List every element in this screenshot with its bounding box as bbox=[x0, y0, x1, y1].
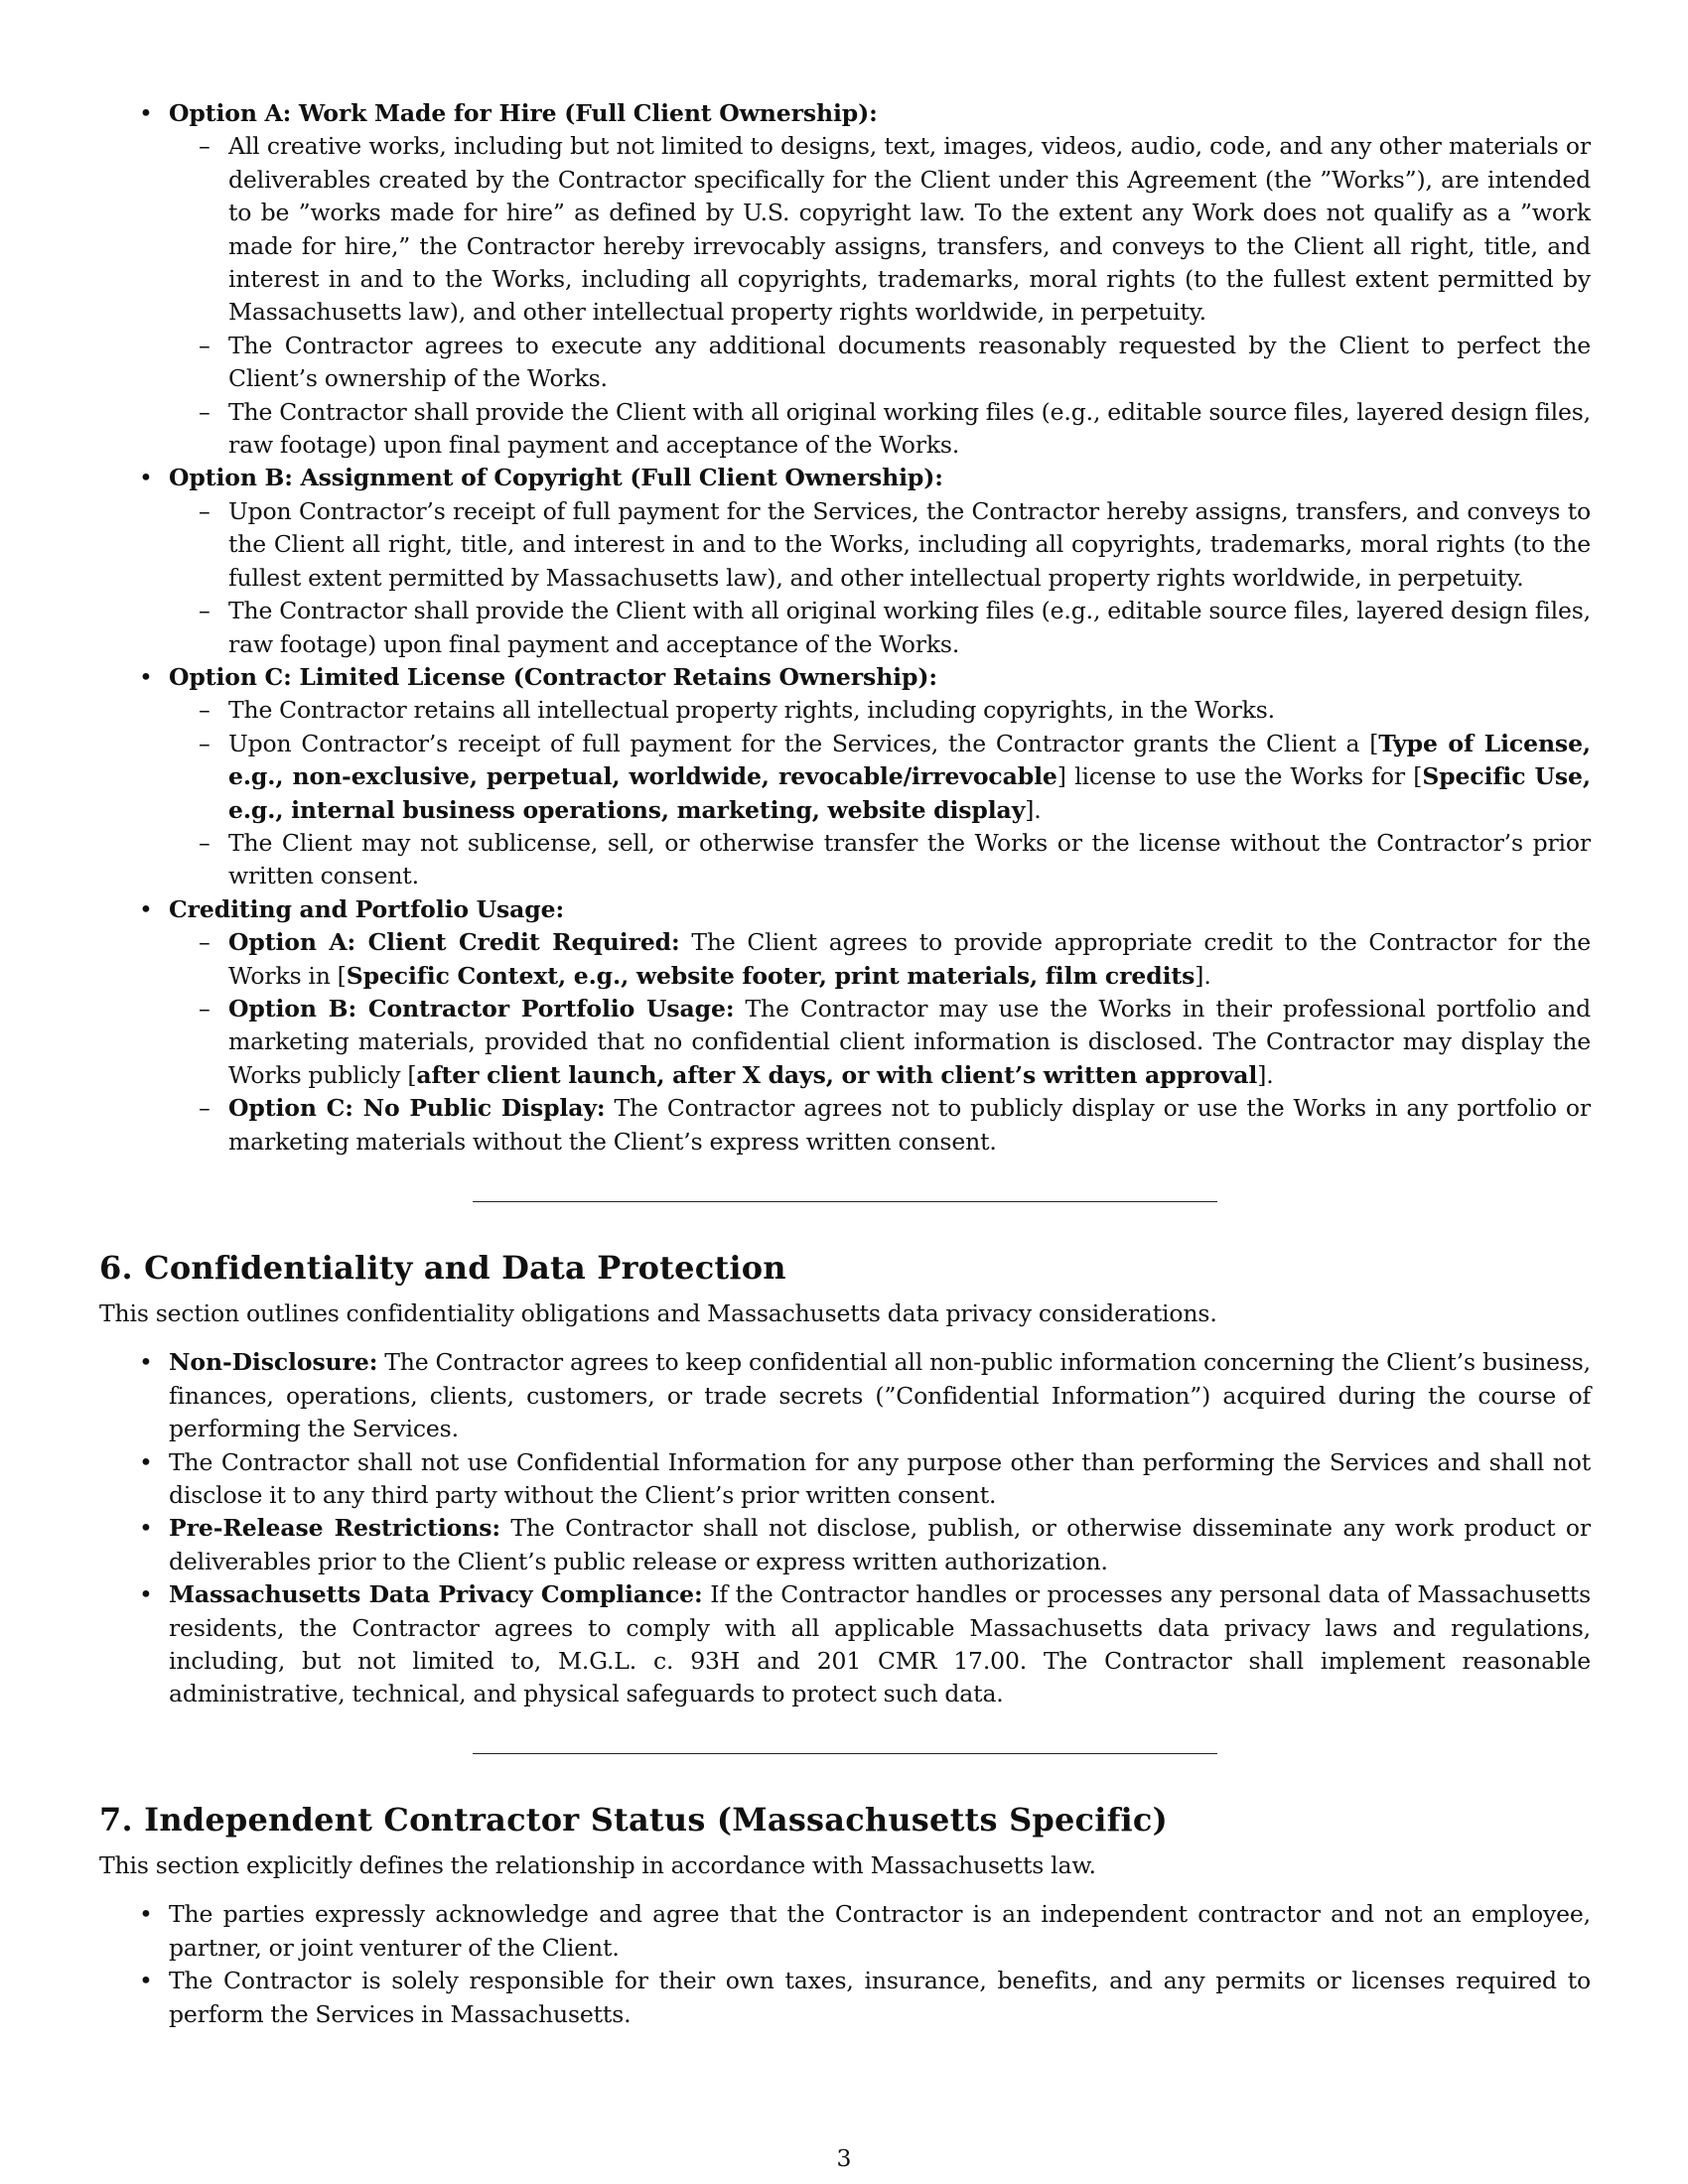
list-item bbox=[99, 893, 1591, 1159]
credit-option-a-end: ]. bbox=[1195, 961, 1211, 990]
license-text: Upon Contractor’s receipt of full payment for the Services, the Contractor grants the Client a [ bbox=[228, 729, 1379, 757]
ip-options-list bbox=[99, 97, 1591, 1159]
section-6-list bbox=[99, 1346, 1591, 1710]
crediting-title: Crediting and Portfolio Usage: bbox=[169, 894, 565, 923]
non-disclosure-text: The Contractor agrees to keep confidential all non-public information concerning the Client’s business, finances, operations, clients, customers, or trade secrets (”Confidential Information”) acquired during the course of performing the Services. bbox=[169, 1348, 1591, 1443]
list-item bbox=[169, 728, 1591, 827]
bullet: • bbox=[139, 1447, 153, 1476]
license-text-mid: ] license to use the Works for [ bbox=[1056, 762, 1423, 791]
list-item bbox=[99, 1898, 1591, 1965]
list-item bbox=[169, 130, 1591, 329]
section-7-intro: This section explicitly defines the relationship in accordance with Massachusetts law. bbox=[99, 1850, 1096, 1879]
document-page bbox=[99, 97, 1591, 2031]
list-item bbox=[169, 993, 1591, 1092]
credit-option-a-label: Option A: Client Credit Required: bbox=[228, 928, 680, 957]
dash-marker: – bbox=[199, 729, 211, 757]
paragraph: The Contractor agrees to execute any additional documents reasonably requested by the Client to perfect the Client’s ownership of the Works. bbox=[228, 331, 1591, 393]
credit-option-c-label: Option C: No Public Display: bbox=[228, 1094, 606, 1123]
license-type-placeholder: Type of License, e.g., non-exclusive, perpetual, worldwide, revocable/irrevocable bbox=[228, 729, 1592, 791]
sub-list bbox=[169, 495, 1591, 661]
license-text-end: ]. bbox=[1025, 795, 1042, 824]
dash-marker: – bbox=[199, 132, 211, 161]
list-item bbox=[99, 661, 1591, 893]
dash-marker: – bbox=[199, 597, 211, 625]
credit-option-b-label: Option B: Contractor Portfolio Usage: bbox=[228, 994, 735, 1023]
list-item bbox=[99, 462, 1591, 660]
list-item bbox=[169, 595, 1591, 661]
section-divider bbox=[473, 1753, 1217, 1754]
pre-release-text: The Contractor shall not disclose, publish, or otherwise disseminate any work product or deliverables prior to the Client’s public release or express written authorization. bbox=[169, 1514, 1591, 1575]
credit-option-b-text: The Contractor may use the Works in their professional portfolio and marketing materials, provided that no confidential client information is disclosed. The Contractor may display the Works publicly [ bbox=[228, 994, 1592, 1089]
paragraph: The Client may not sublicense, sell, or otherwise transfer the Works or the license without the Contractor’s prior written consent. bbox=[228, 828, 1591, 890]
bullet: • bbox=[139, 1348, 153, 1377]
list-item bbox=[169, 330, 1591, 396]
section-divider bbox=[473, 1201, 1217, 1202]
credit-option-b-end: ]. bbox=[1257, 1060, 1274, 1089]
bullet: • bbox=[139, 99, 153, 127]
dash-marker: – bbox=[199, 928, 211, 957]
dash-marker: – bbox=[199, 1094, 211, 1123]
list-item bbox=[99, 97, 1591, 462]
non-disclosure-label: Non-Disclosure: bbox=[169, 1348, 378, 1377]
section-6-heading: 6. Confidentiality and Data Protection bbox=[99, 1249, 786, 1287]
sub-list bbox=[169, 694, 1591, 892]
display-timing-placeholder: after client launch, after X days, or with client’s written approval bbox=[416, 1060, 1258, 1089]
pre-release-label: Pre-Release Restrictions: bbox=[169, 1514, 500, 1543]
list-item bbox=[99, 1578, 1591, 1711]
list-item bbox=[99, 1446, 1591, 1513]
bullet: • bbox=[139, 662, 153, 691]
section-7-heading: 7. Independent Contractor Status (Massachusetts Specific) bbox=[99, 1800, 1168, 1839]
data-privacy-label: Massachusetts Data Privacy Compliance: bbox=[169, 1580, 703, 1609]
option-c-title: Option C: Limited License (Contractor Retains Ownership): bbox=[169, 662, 937, 691]
bullet: • bbox=[139, 894, 153, 923]
bullet: • bbox=[139, 1900, 153, 1929]
list-item bbox=[169, 396, 1591, 463]
dash-marker: – bbox=[199, 994, 211, 1023]
section-7-list bbox=[99, 1898, 1591, 2031]
paragraph: The Contractor shall provide the Client with all original working files (e.g., editable source files, layered design files, raw footage) upon final payment and acceptance of the Works. bbox=[228, 597, 1591, 658]
paragraph: The Contractor shall provide the Client with all original working files (e.g., editable source files, layered design files, raw footage) upon final payment and acceptance of the Works. bbox=[228, 397, 1591, 460]
bullet: • bbox=[139, 1967, 153, 1995]
credit-option-c-text: The Contractor agrees not to publicly display or use the Works in any portfolio or marketing materials without the Client’s express written consent. bbox=[228, 1094, 1591, 1156]
section-6-intro: This section outlines confidentiality obligations and Massachusetts data privacy considerations. bbox=[99, 1299, 1217, 1327]
paragraph: The parties expressly acknowledge and agree that the Contractor is an independent contractor and not an employee, partner, or joint venturer of the Client. bbox=[169, 1900, 1591, 1962]
paragraph: Upon Contractor’s receipt of full payment for the Services, the Contractor hereby assigns, transfers, and conveys to the Client all right, title, and interest in and to the Works, including all copyrights, trademarks, moral rights (to the fullest extent permitted by Massachusetts law), and other intellectual property rights worldwide, in perpetuity. bbox=[228, 496, 1591, 592]
dash-marker: – bbox=[199, 696, 211, 725]
data-privacy-text: If the Contractor handles or processes any personal data of Massachusetts residents, the Contractor agrees to comply with all applicable Massachusetts data privacy laws and regulations, including, but not limited to, M.G.L. c. 93H and 201 CMR 17.00. The Contractor shall implement reasonable administrative, technical, and physical safeguards to protect such data. bbox=[169, 1580, 1591, 1708]
list-item bbox=[169, 827, 1591, 893]
list-item bbox=[99, 1512, 1591, 1578]
bullet: • bbox=[139, 1514, 153, 1543]
sub-list bbox=[169, 926, 1591, 1159]
confidential-use-text: The Contractor shall not use Confidential Information for any purpose other than performing the Services and shall not disclose it to any third party without the Client’s prior written consent. bbox=[169, 1447, 1591, 1510]
specific-use-placeholder: Specific Use, e.g., internal business operations, marketing, website display bbox=[228, 762, 1591, 824]
page-number: 3 bbox=[836, 2144, 852, 2172]
paragraph: The Contractor retains all intellectual property rights, including copyrights, in the Works. bbox=[228, 696, 1275, 725]
dash-marker: – bbox=[199, 828, 211, 857]
dash-marker: – bbox=[199, 496, 211, 525]
list-item bbox=[99, 1965, 1591, 2031]
sub-list bbox=[169, 130, 1591, 462]
bullet: • bbox=[139, 1580, 153, 1609]
paragraph: The Contractor is solely responsible for their own taxes, insurance, benefits, and any permits or licenses required to perform the Services in Massachusetts. bbox=[169, 1967, 1591, 2028]
dash-marker: – bbox=[199, 331, 211, 359]
dash-marker: – bbox=[199, 397, 211, 426]
list-item bbox=[169, 926, 1591, 993]
list-item bbox=[169, 694, 1591, 727]
list-item bbox=[99, 1346, 1591, 1445]
option-a-title: Option A: Work Made for Hire (Full Client Ownership): bbox=[169, 99, 878, 127]
option-b-title: Option B: Assignment of Copyright (Full Client Ownership): bbox=[169, 464, 943, 492]
paragraph: All creative works, including but not limited to designs, text, images, videos, audio, code, and any other materials or deliverables created by the Contractor specifically for the Client under this Agreement (the ”Works”), are intended to be ”works made for hire” as defined by U.S. copyright law. To the extent any Work does not qualify as a ”work made for hire,” the Contractor hereby irrevocably assigns, transfers, and conveys to the Client all right, title, and interest in and to the Works, including all copyrights, trademarks, moral rights (to the fullest extent permitted by Massachusetts law), and other intellectual property rights worldwide, in perpetuity. bbox=[228, 132, 1591, 327]
credit-context-placeholder: Specific Context, e.g., website footer, print materials, film credits bbox=[346, 961, 1196, 990]
bullet: • bbox=[139, 464, 153, 492]
list-item bbox=[169, 495, 1591, 595]
credit-option-a-text: The Client agrees to provide appropriate credit to the Contractor for the Works in [ bbox=[228, 928, 1591, 990]
list-item bbox=[169, 1092, 1591, 1159]
